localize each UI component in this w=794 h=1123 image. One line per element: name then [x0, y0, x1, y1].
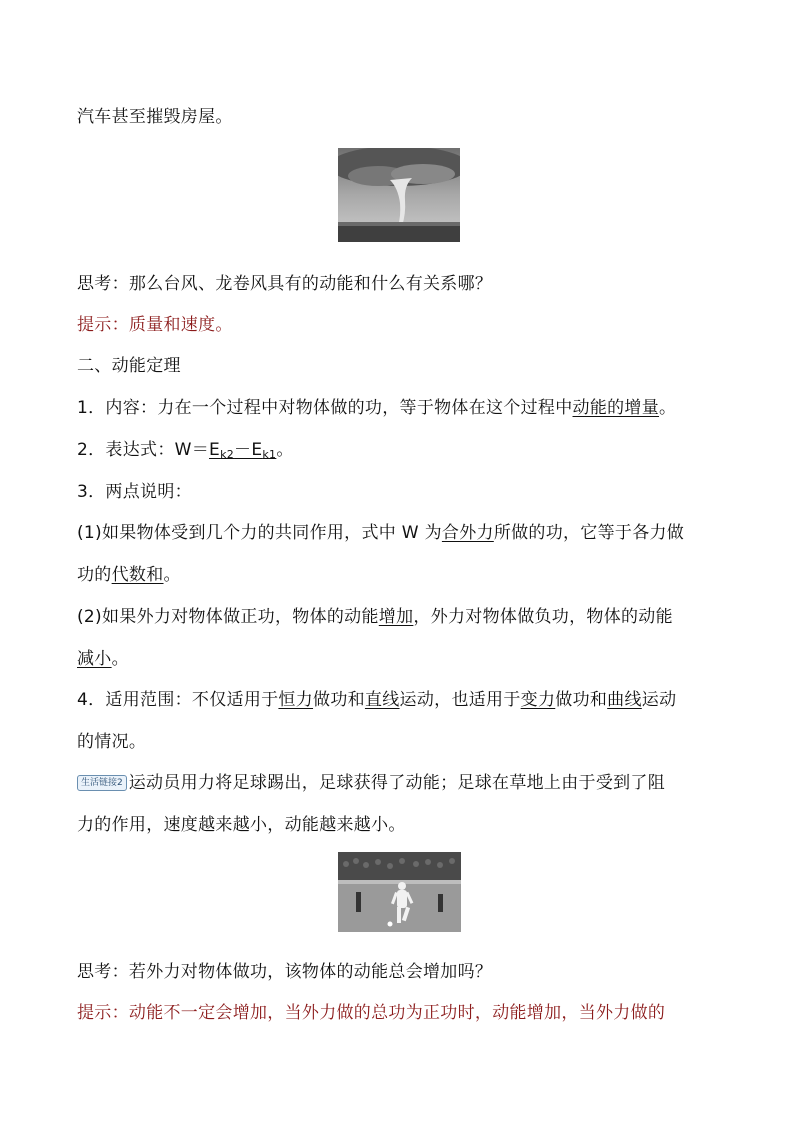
hint-answer-2: 提示：动能不一定会增加，当外力做的总功为正功时，动能增加，当外力做的: [77, 1003, 666, 1023]
life-link-line-2: 力的作用，速度越来越小，动能越来越小。: [77, 815, 406, 835]
life-link-line-1: 生活链接2 运动员用力将足球踢出，足球获得了动能；足球在草地上由于受到了阻: [77, 772, 665, 794]
point-2-line-2: 减小。: [77, 649, 129, 669]
point-1-line-2: 功的代数和。: [77, 565, 181, 585]
hint-answer: 提示：质量和速度。: [77, 315, 233, 335]
tornado-photo: [338, 148, 460, 242]
item-4-line-2: 的情况。: [77, 732, 147, 752]
text-line: 汽车甚至摧毁房屋。: [77, 107, 233, 127]
think-question-2: 思考：若外力对物体做功，该物体的动能总会增加吗？: [77, 962, 493, 982]
point-2-line-1: (2)如果外力对物体做正功，物体的动能增加，外力对物体做负功，物体的动能: [77, 607, 673, 627]
think-question: 思考：那么台风、龙卷风具有的动能和什么有关系哪？: [77, 274, 493, 294]
item-1: 1．内容：力在一个过程中对物体做的功，等于物体在这个过程中动能的增量。: [77, 398, 677, 418]
item-2-formula: 2．表达式：$W=E_{k2}-E_{k1}$。: [77, 440, 294, 461]
item-4-line-1: 4．适用范围：不仅适用于恒力做功和直线运动，也适用于变力做功和曲线运动: [77, 690, 677, 710]
item-3: 3．两点说明：: [77, 482, 192, 502]
point-1-line-1: (1)如果物体受到几个力的共同作用，式中 W 为合外力所做的功，它等于各力做: [77, 523, 685, 543]
section-heading: 二、动能定理: [77, 356, 181, 376]
soccer-player-photo: [338, 852, 461, 932]
life-link-badge: 生活链接2: [77, 775, 127, 791]
formula-underlined: $E_{k2}-E_{k1}$: [209, 440, 277, 461]
